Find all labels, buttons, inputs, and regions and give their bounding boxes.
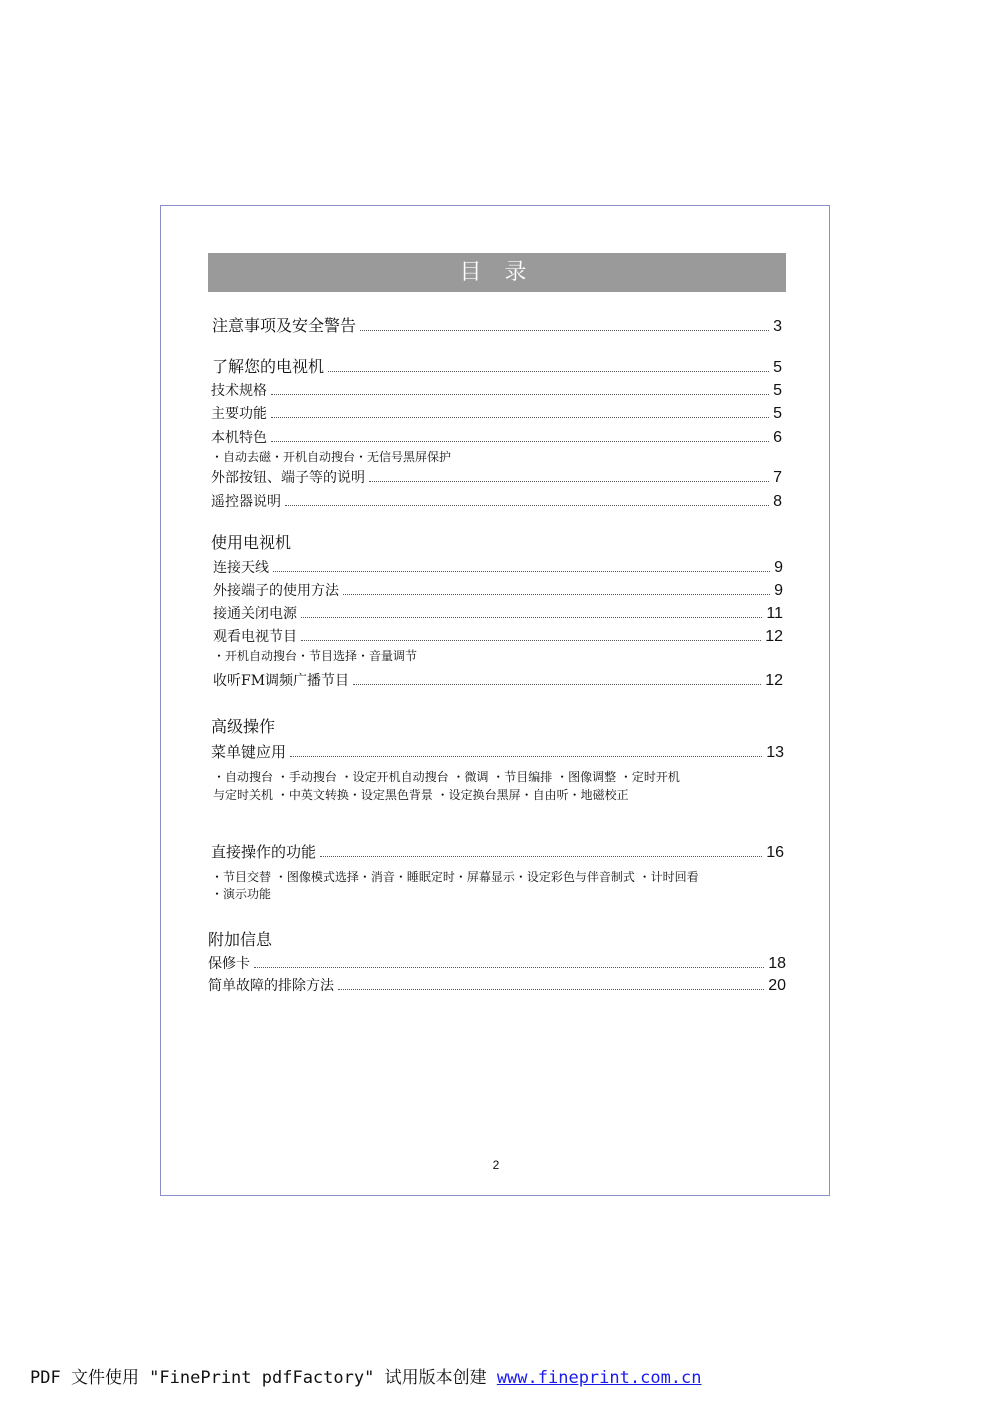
toc-entry-label: 外接端子的使用方法 bbox=[213, 583, 339, 599]
toc-entry-page: 18 bbox=[768, 955, 786, 972]
leader-dots bbox=[301, 616, 762, 618]
feature-list: ・自动去磁・开机自动搜台・无信号黑屏保护 bbox=[211, 450, 452, 464]
toc-entry-label: 遥控器说明 bbox=[211, 494, 281, 510]
toc-entry-page: 9 bbox=[774, 582, 783, 599]
toc-entry-page: 6 bbox=[773, 429, 782, 446]
feature-list: 与定时关机 ・中英文转换・设定黑色背景 ・设定换台黑屏・自由听・地磁校正 bbox=[213, 788, 629, 802]
feature-list: ・演示功能 bbox=[211, 887, 272, 901]
toc-entry-page: 9 bbox=[774, 559, 783, 576]
pdf-footer bbox=[30, 1363, 702, 1388]
toc-entry bbox=[208, 953, 786, 973]
toc-entry-label: 观看电视节目 bbox=[213, 629, 297, 645]
toc-entry bbox=[211, 741, 784, 762]
leader-dots bbox=[369, 480, 769, 482]
toc-entry-page: 5 bbox=[773, 382, 782, 399]
feature-list: ・节目交替 ・图像模式选择・消音・睡眠定时・屏幕显示・设定彩色与伴音制式 ・计时回看 bbox=[211, 870, 699, 884]
leader-dots bbox=[328, 370, 769, 372]
toc-entry-label: 技术规格 bbox=[211, 383, 267, 399]
toc-entry bbox=[211, 841, 784, 862]
leader-dots bbox=[338, 988, 764, 990]
leader-dots bbox=[271, 440, 769, 442]
toc-entry-label: 注意事项及安全警告 bbox=[212, 316, 357, 335]
toc-entry bbox=[211, 467, 782, 487]
toc-title: 目 录 bbox=[208, 253, 786, 292]
toc-entry-page: 12 bbox=[765, 672, 783, 689]
toc-entry bbox=[213, 557, 783, 577]
toc-entry bbox=[211, 380, 782, 400]
leader-dots bbox=[290, 755, 762, 757]
toc-entry-page: 11 bbox=[766, 605, 783, 622]
leader-dots bbox=[285, 504, 769, 506]
feature-list: ・开机自动搜台・节目选择・音量调节 bbox=[213, 649, 418, 663]
toc-entry-label: 接通关闭电源 bbox=[213, 606, 297, 622]
toc-entry bbox=[213, 626, 783, 646]
toc-entry-label: 外部按钮、端子等的说明 bbox=[211, 470, 365, 486]
toc-entry bbox=[213, 603, 783, 623]
leader-dots bbox=[360, 329, 769, 331]
section-heading: 附加信息 bbox=[208, 930, 273, 949]
toc-entry bbox=[212, 354, 782, 377]
leader-dots bbox=[254, 966, 764, 968]
toc-entry bbox=[208, 975, 786, 995]
toc-entry-page: 20 bbox=[768, 977, 786, 994]
toc-entry-label: 本机特色 bbox=[211, 430, 267, 446]
toc-entry-label: 直接操作的功能 bbox=[211, 843, 317, 861]
toc-entry-page: 7 bbox=[773, 469, 782, 486]
toc-entry-page: 5 bbox=[773, 359, 782, 376]
leader-dots bbox=[301, 639, 761, 641]
toc-entry-label: 连接天线 bbox=[213, 560, 269, 576]
leader-dots bbox=[353, 683, 761, 685]
toc-entry bbox=[211, 427, 782, 447]
toc-entry bbox=[213, 670, 783, 690]
toc-entry bbox=[212, 313, 782, 336]
toc-entry-page: 13 bbox=[766, 744, 784, 761]
footer-text: PDF 文件使用 "FinePrint pdfFactory" 试用版本创建 bbox=[30, 1368, 497, 1388]
toc-entry-page: 16 bbox=[766, 844, 784, 861]
toc-entry-page: 3 bbox=[773, 318, 782, 335]
footer-link[interactable]: www.fineprint.com.cn bbox=[496, 1368, 702, 1388]
toc-entry-page: 8 bbox=[773, 493, 782, 510]
toc-entry-label: 简单故障的排除方法 bbox=[208, 978, 334, 994]
leader-dots bbox=[273, 570, 770, 572]
leader-dots bbox=[320, 855, 762, 857]
toc-entry bbox=[211, 403, 782, 423]
page-number: 2 bbox=[492, 1158, 500, 1172]
toc-entry-page: 12 bbox=[765, 628, 783, 645]
section-heading: 高级操作 bbox=[211, 717, 276, 736]
toc-entry-label: 菜单键应用 bbox=[211, 743, 287, 761]
toc-entry bbox=[211, 491, 782, 511]
feature-list: ・自动搜台 ・手动搜台 ・设定开机自动搜台 ・微调 ・节目编排 ・图像调整 ・定时开机 bbox=[213, 770, 680, 784]
toc-entry-label: 收听FM调频广播节目 bbox=[213, 673, 350, 689]
toc-entry-label: 主要功能 bbox=[211, 406, 267, 422]
toc-entry-label: 了解您的电视机 bbox=[212, 357, 325, 376]
section-heading: 使用电视机 bbox=[211, 533, 292, 552]
toc-entry-page: 5 bbox=[773, 405, 782, 422]
leader-dots bbox=[271, 416, 769, 418]
leader-dots bbox=[343, 593, 770, 595]
toc-entry bbox=[213, 580, 783, 600]
leader-dots bbox=[271, 393, 769, 395]
toc-entry-label: 保修卡 bbox=[208, 956, 250, 972]
